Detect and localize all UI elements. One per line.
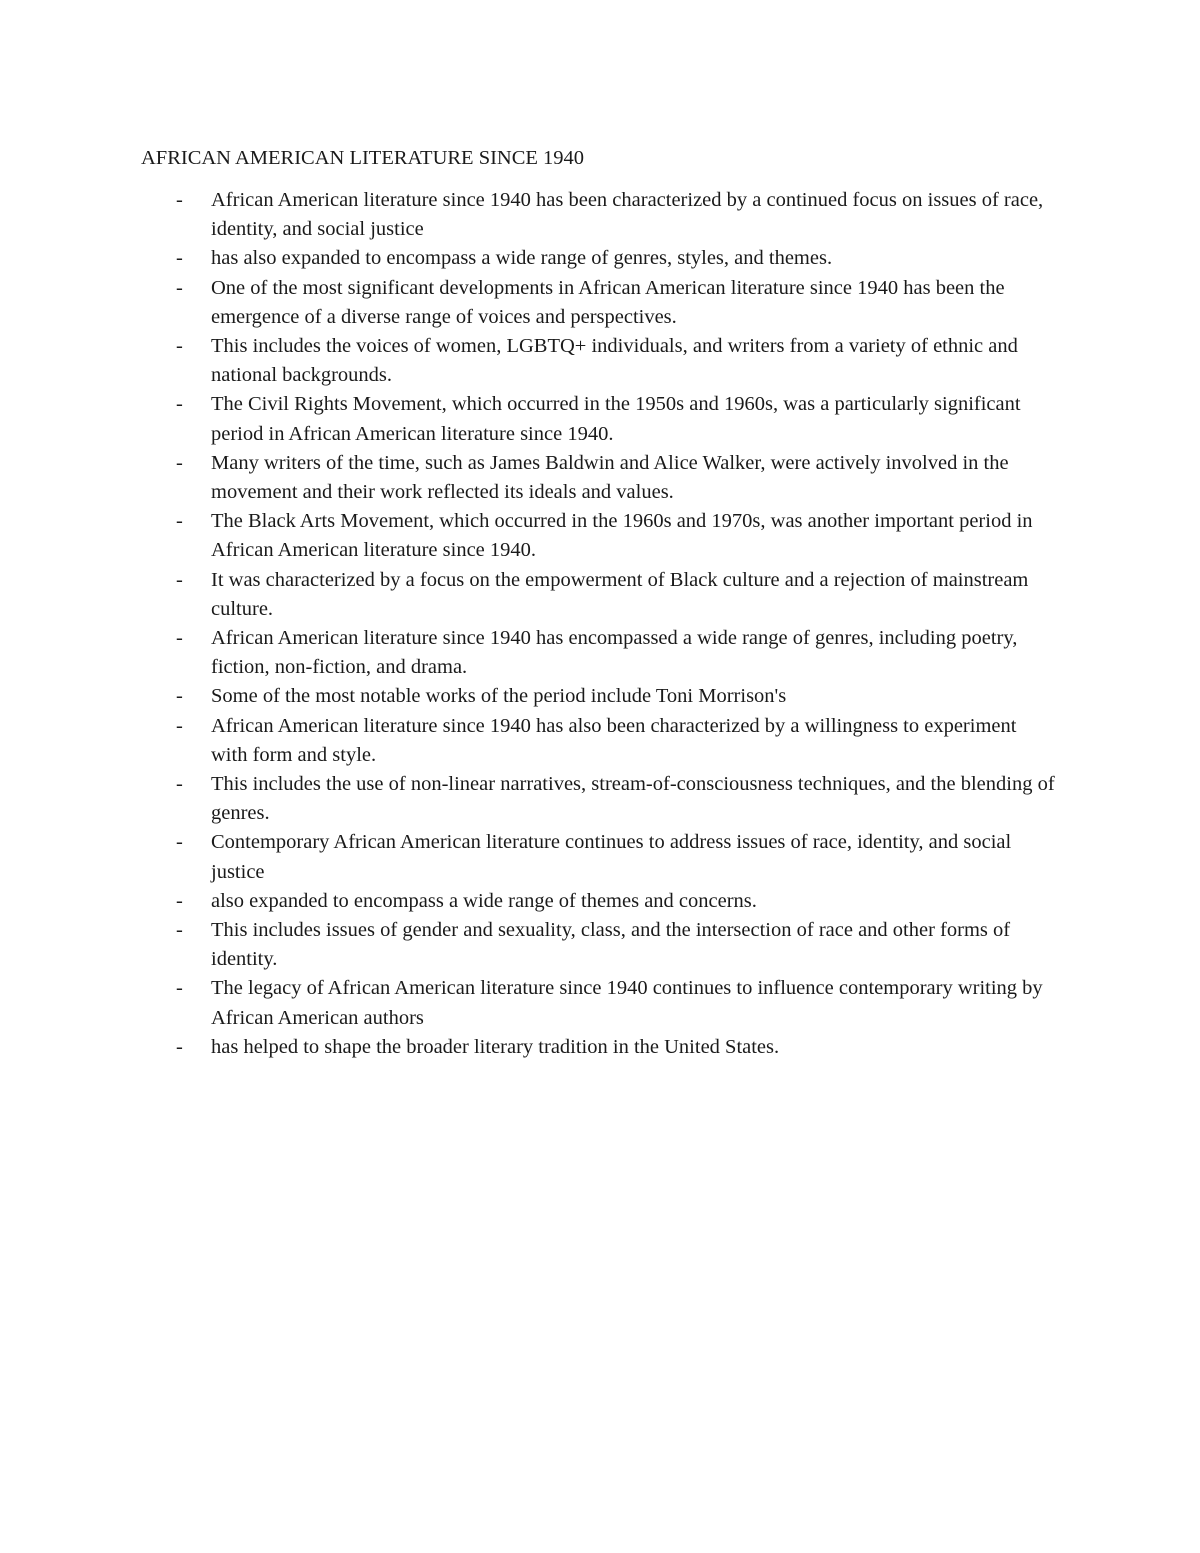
bullet-text: has also expanded to encompass a wide range of genres, styles, and themes. [211, 247, 833, 270]
bullet-item [0, 390, 1056, 448]
bullet-item [0, 682, 1056, 711]
bullet-dash: - [176, 831, 183, 854]
bullet-dash: - [176, 247, 183, 270]
bullet-item [0, 624, 1056, 682]
bullet-text: Some of the most notable works of the period include Toni Morrison's [211, 685, 787, 708]
bullet-dash: - [176, 393, 183, 416]
bullet-item [0, 770, 1056, 828]
bullet-dash: - [176, 510, 183, 533]
document-title: AFRICAN AMERICAN LITERATURE SINCE 1940 [141, 147, 585, 169]
bullet-text: African American literature since 1940 has also been characterized by a willingness to experiment with form and style. [211, 714, 1017, 766]
bullet-text: It was characterized by a focus on the empowerment of Black culture and a rejection of mainstream culture. [211, 568, 1029, 620]
bullet-item [0, 1033, 1056, 1062]
bullet-item [0, 887, 1056, 916]
bullet-text: One of the most significant developments in African American literature since 1940 has been the emergence of a diverse range of voices and perspectives. [211, 276, 1005, 328]
bullet-item [0, 274, 1056, 332]
bullet-dash: - [176, 773, 183, 796]
bullet-text: The Black Arts Movement, which occurred in the 1960s and 1970s, was another important period in African American literature since 1940. [211, 510, 1033, 562]
bullet-item [0, 828, 1056, 886]
bullet-item [0, 507, 1056, 565]
bullet-text: The legacy of African American literature since 1940 continues to influence contemporary writing by African American authors [211, 977, 1043, 1029]
bullet-dash: - [176, 714, 183, 737]
bullet-item [0, 712, 1056, 770]
bullet-text: has helped to shape the broader literary tradition in the United States. [211, 1035, 780, 1058]
bullet-text: Many writers of the time, such as James Baldwin and Alice Walker, were actively involved in the movement and their work reflected its ideals and values. [211, 451, 1009, 504]
bullet-item [0, 332, 1056, 390]
bullet-item [0, 974, 1056, 1032]
bullet-text: The Civil Rights Movement, which occurred in the 1950s and 1960s, was a particularly significant period in African American literature since 1940. [211, 393, 1021, 445]
bullet-dash: - [176, 1035, 183, 1058]
bullet-text: African American literature since 1940 has encompassed a wide range of genres, including poetry, fiction, non-fiction, and drama. [211, 627, 1018, 679]
bullet-text: African American literature since 1940 has been characterized by a continued focus on issues of race, identity, and social justice [211, 189, 1044, 241]
bullet-text: This includes the use of non-linear narratives, stream-of-consciousness techniques, and the blending of genres. [211, 773, 1055, 825]
bullet-dash: - [176, 977, 183, 1000]
bullet-item [0, 449, 1056, 507]
bullet-item [0, 244, 1056, 273]
bullet-item [0, 186, 1056, 244]
bullet-dash: - [176, 627, 183, 650]
bullet-dash: - [176, 685, 183, 708]
bullet-item [0, 566, 1056, 624]
bullet-dash: - [176, 451, 183, 474]
bullet-dash: - [176, 335, 183, 358]
bullet-text: also expanded to encompass a wide range of themes and concerns. [211, 889, 757, 912]
bullet-text: This includes the voices of women, LGBTQ+ individuals, and writers from a variety of ethnic and national backgrounds. [211, 335, 1018, 387]
bullet-dash: - [176, 568, 183, 591]
bullet-text: Contemporary African American literature continues to address issues of race, identity, and social justice [211, 831, 1012, 883]
bullet-dash: - [176, 889, 183, 912]
bullet-text: This includes issues of gender and sexuality, class, and the intersection of race and other forms of identity. [211, 919, 1011, 971]
bullet-dash: - [176, 919, 183, 942]
bullet-dash: - [176, 189, 183, 211]
bullet-dash: - [176, 276, 183, 299]
bullet-list [0, 186, 1200, 1062]
bullet-item [0, 916, 1056, 974]
